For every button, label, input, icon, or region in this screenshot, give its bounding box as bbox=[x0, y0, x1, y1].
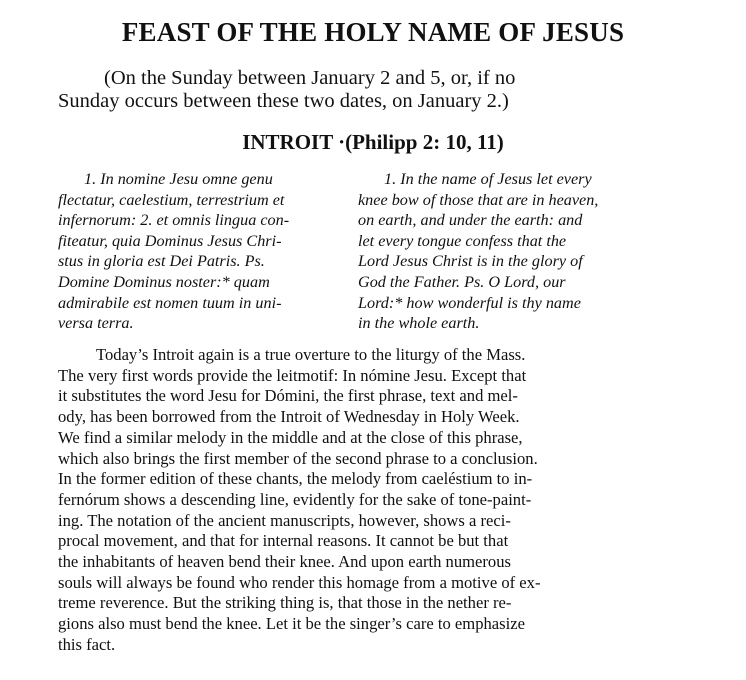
latin-line: infernorum: 2. et omnis lingua con- bbox=[58, 211, 290, 230]
commentary-paragraph bbox=[58, 345, 648, 656]
commentary-line: this fact. bbox=[58, 634, 116, 654]
commentary-line: The very first words provide the leitmotif: In nómine Jesu. Except that bbox=[58, 365, 527, 385]
english-line: on earth, and under the earth: and bbox=[358, 211, 583, 230]
commentary-line: In the former edition of these chants, the melody from caeléstium to in- bbox=[58, 469, 533, 489]
latin-line: versa terra. bbox=[58, 314, 134, 333]
commentary-line: procal movement, and that for internal reasons. It cannot be but that bbox=[58, 531, 509, 551]
english-line: let every tongue confess that the bbox=[358, 231, 567, 250]
commentary-line: ody, has been borrowed from the Introit of Wednesday in Holy Week. bbox=[58, 407, 520, 427]
latin-line: flectatur, caelestium, terrestrium et bbox=[58, 190, 285, 209]
latin-line: fiteatur, quia Dominus Jesus Chri- bbox=[58, 231, 282, 250]
latin-line: 1. In nomine Jesu omne genu bbox=[84, 170, 273, 188]
commentary-line: it substitutes the word Jesu for Dómini, the first phrase, text and mel- bbox=[58, 386, 518, 406]
commentary-line: We find a similar melody in the middle and at the close of this phrase, bbox=[58, 427, 523, 447]
section-title: INTROIT bbox=[242, 130, 333, 154]
rubric-note bbox=[58, 67, 648, 113]
page-title: FEAST OF THE HOLY NAME OF JESUS bbox=[121, 17, 625, 47]
latin-line: Domine Dominus noster:* quam bbox=[58, 272, 270, 291]
english-line: God the Father. Ps. O Lord, our bbox=[358, 272, 566, 291]
commentary-line: treme reverence. But the striking thing is, that those in the nether re- bbox=[58, 593, 512, 613]
latin-text-column bbox=[58, 169, 344, 334]
latin-line: stus in gloria est Dei Patris. Ps. bbox=[58, 252, 265, 271]
commentary-line: fernórum shows a descending line, evidently for the sake of tone-paint- bbox=[58, 489, 532, 509]
latin-line: admirabile est nomen tuum in uni- bbox=[58, 293, 282, 312]
english-text-column bbox=[358, 169, 640, 334]
commentary-line: gions also must bend the knee. Let it be the singer’s care to emphasize bbox=[58, 614, 525, 634]
commentary-line: the inhabitants of heaven bend their knee. And upon earth numerous bbox=[58, 552, 511, 572]
english-line: knee bow of those that are in heaven, bbox=[358, 190, 599, 209]
commentary-line: ing. The notation of the ancient manuscripts, however, shows a reci- bbox=[58, 510, 511, 530]
english-line: Lord:* how wonderful is thy name bbox=[358, 293, 581, 312]
section-reference: ·(Philipp 2: 10, 11) bbox=[338, 130, 504, 154]
commentary-line: which also brings the first member of the second phrase to a conclusion. bbox=[58, 448, 538, 468]
commentary-line: souls will always be found who render this homage from a motive of ex- bbox=[58, 572, 541, 592]
english-line: 1. In the name of Jesus let every bbox=[384, 170, 592, 188]
section-heading bbox=[0, 130, 746, 155]
commentary-line: Today’s Introit again is a true overture to the liturgy of the Mass. bbox=[96, 345, 526, 364]
rubric-line: (On the Sunday between January 2 and 5, or, if no bbox=[104, 67, 516, 89]
english-line: in the whole earth. bbox=[358, 314, 480, 333]
english-line: Lord Jesus Christ is in the glory of bbox=[358, 252, 583, 271]
rubric-line: Sunday occurs between these two dates, on January 2.) bbox=[58, 90, 509, 112]
